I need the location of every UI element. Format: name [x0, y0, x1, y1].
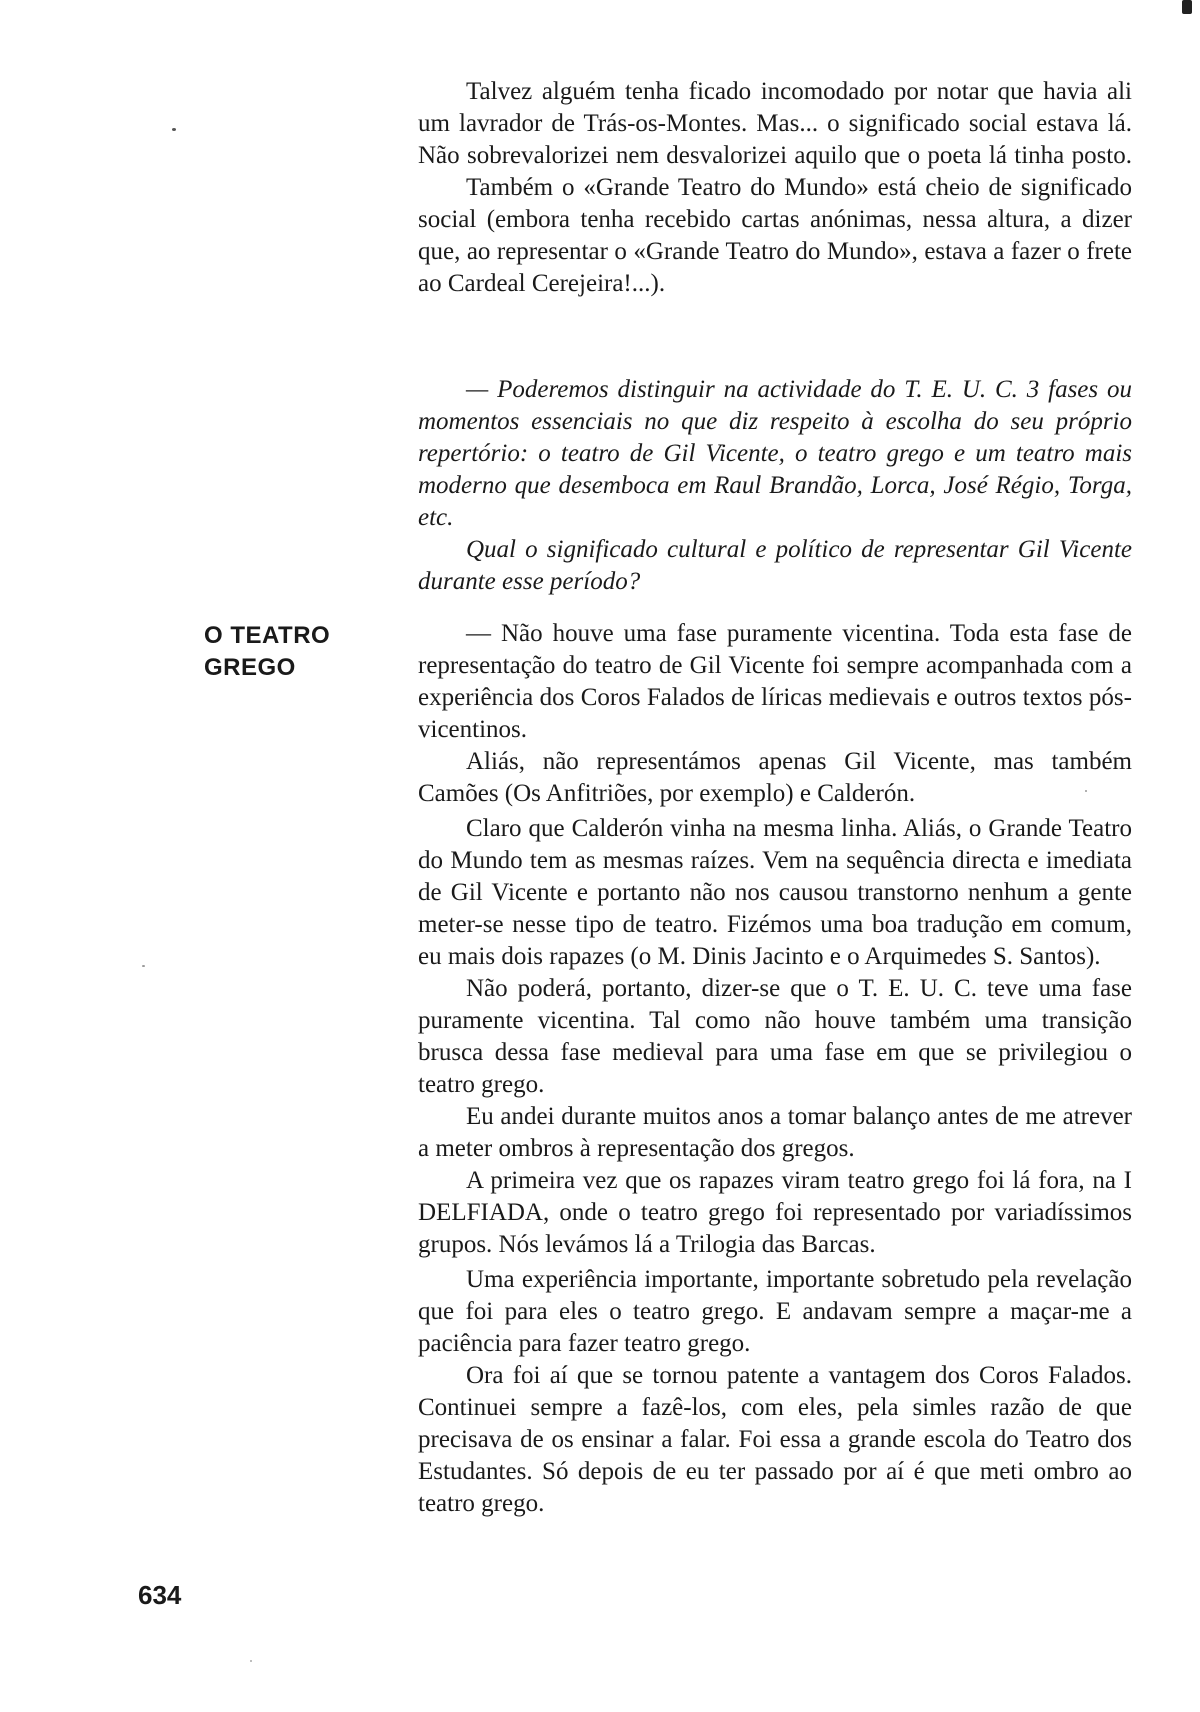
- answer-paragraph: Aliás, não representámos apenas Gil Vicente, mas também Camões (Os Anfitriões, por exemplo) e Calderón.: [418, 748, 1132, 807]
- print-speck: [250, 1660, 252, 1662]
- answer-paragraph: Ora foi aí que se tornou patente a vantagem dos Coros Falados. Continuei sempre a fazê-los, com eles, pela simles razão de que precisava de os ensinar a falar. Foi essa a grande escola do Teatro dos Estudantes. Só depois de eu ter passado por aí é que meti ombro ao teatro grego.: [418, 1362, 1132, 1517]
- answer-paragraph: Uma experiência importante, importante sobretudo pela revelação que foi para eles o teatro grego. E andavam sempre a maçar-me a paciência para fazer teatro grego.: [418, 1266, 1132, 1357]
- paragraph: Talvez alguém tenha ficado incomodado por notar que havia ali um lavrador de Trás-os-Montes. Mas... o significado social estava lá. Não sobrevalorizei nem desvalorizei aquilo que o poeta lá tinha posto.: [418, 78, 1132, 169]
- intro-text-block: [418, 76, 1132, 300]
- answer-paragraph: Não poderá, portanto, dizer-se que o T. E. U. C. teve uma fase puramente vicentina. Tal como não houve também uma transição brusca dessa fase medieval para uma fase em que se privilegiou o teatro grego.: [418, 975, 1132, 1098]
- interview-question: [418, 374, 1132, 598]
- side-heading-line: GREGO: [204, 654, 296, 681]
- print-speck: [142, 965, 145, 967]
- print-speck: [1182, 0, 1192, 14]
- interview-answer: [418, 618, 1132, 1520]
- answer-paragraph: Eu andei durante muitos anos a tomar balanço antes de me atrever a meter ombros à representação dos gregos.: [418, 1103, 1132, 1162]
- print-speck: [172, 128, 176, 131]
- question-paragraph: Qual o significado cultural e político de representar Gil Vicente durante esse período?: [418, 536, 1132, 595]
- answer-paragraph: A primeira vez que os rapazes viram teatro grego foi lá fora, na I DELFIADA, onde o teatro grego foi representado por variadíssimos grupos. Nós levámos lá a Trilogia das Barcas.: [418, 1167, 1132, 1258]
- answer-paragraph: — Não houve uma fase puramente vicentina. Toda esta fase de representação do teatro de Gil Vicente foi sempre acompanhada com a experiência dos Coros Falados de líricas medievais e outros textos pós-vicentinos.: [418, 620, 1132, 743]
- page-number: 634: [138, 1580, 182, 1610]
- paragraph: Também o «Grande Teatro do Mundo» está cheio de significado social (embora tenha recebido cartas anónimas, nessa altura, a dizer que, ao representar o «Grande Teatro do Mundo», estava a fazer o frete ao Cardeal Cerejeira!...).: [418, 174, 1132, 297]
- section-side-heading: [204, 620, 330, 684]
- question-paragraph: — Poderemos distinguir na actividade do T. E. U. C. 3 fases ou momentos essenciais no que diz respeito à escolha do seu próprio repertório: o teatro de Gil Vicente, o teatro grego e um teatro mais moderno que desemboca em Raul Brandão, Lorca, José Régio, Torga, etc.: [418, 376, 1132, 531]
- answer-paragraph: Claro que Calderón vinha na mesma linha. Aliás, o Grande Teatro do Mundo tem as mesmas raízes. Vem na sequência directa e imediata de Gil Vicente e portanto não nos causou transtorno nenhum a gente meter-se nesse tipo de teatro. Fizémos uma boa tradução em comum, eu mais dois rapazes (o M. Dinis Jacinto e o Arquimedes S. Santos).: [418, 815, 1132, 970]
- side-heading-line: O TEATRO: [204, 622, 331, 649]
